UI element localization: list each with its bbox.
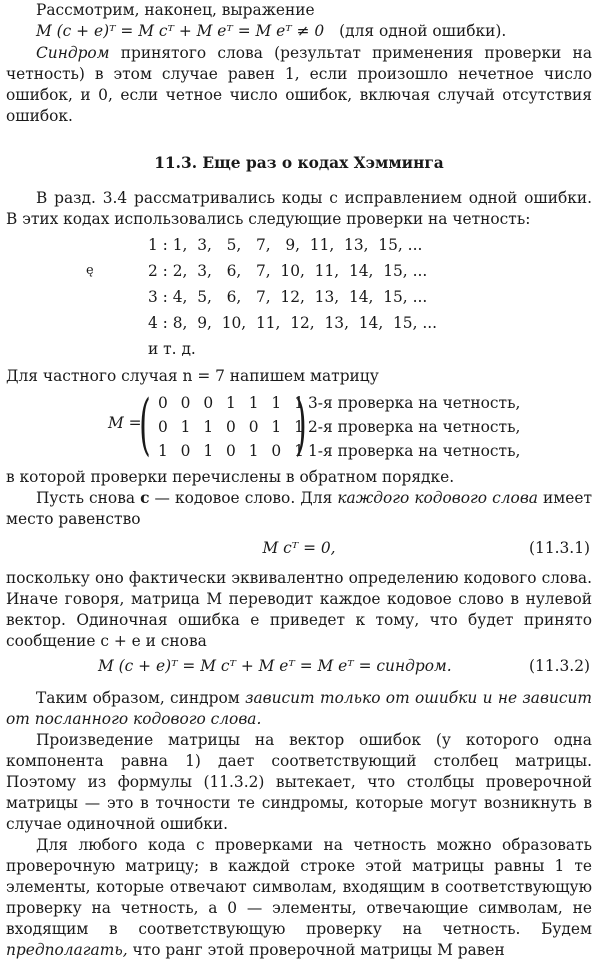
matrix-row: 0 0 0 1 1 1 1 [158,394,308,412]
check-row: 3 : 4, 5, 6, 7, 12, 13, 14, 15, ... [148,288,428,306]
product-paragraph: Произведение матрицы на вектор ошибок (у которого одна компонента равна 1) дает соответствующий столбец матрицы. Поэтому из формулы (11.3.2) вытекает, что столбцы проверочной матрицы — это в точности те синдромы, которые могут возникнуть в случае одиночной ошибки. [6,731,592,833]
syndrome-text: принятого слова (результат применения проверки на четность) в этом случае равен 1, если произошло нечетное число ошибок, и 0, если четное число ошибок, включая случай отсутствия ошибок. [6,44,592,125]
equation-number: (11.3.2) [529,657,590,675]
expression-note: (для одной ошибки). [339,22,507,40]
matrix-intro: Для частного случая n = 7 напишем матрицу [6,367,379,385]
book-page [6,0,592,961]
left-paren: ( [139,386,151,463]
intro-paragraph: В разд. 3.4 рассматривались коды с исправлением одной ошибки. В этих кодах использовались следующие проверки на четность: [6,189,592,228]
expression-row [6,21,592,43]
intro-line: Рассмотрим, наконец, выражение [36,1,315,19]
equation-expr: M cᵀ = 0, [262,539,336,557]
equation-number: (11.3.1) [529,539,590,557]
stray-mark: ę [86,263,94,278]
check-row: 1 : 1, 3, 5, 7, 9, 11, 13, 15, ... [148,236,423,254]
after-matrix-text: в которой проверки перечислены в обратном порядке. [6,468,455,486]
parity-checks-list [6,232,592,362]
matrix-label: M = [108,414,142,432]
check-matrix [6,386,592,463]
syndrome-conclusion: Таким образом, синдром зависит только от ошибки и не зависит от посланного кодового слова. [6,689,592,728]
equation-11-3-2 [6,656,592,680]
matrix-row-label: 1-я проверка на четность, [308,442,521,460]
check-etc: и т. д. [148,340,196,358]
matrix-row: 0 1 1 0 0 1 1 [158,418,308,436]
syndrome-term: Синдром [36,44,110,62]
codeword-paragraph: Пусть снова c — кодовое слово. Для каждого кодового слова имеет место равенство [6,489,592,528]
check-matrix-paragraph: Для любого кода с проверками на четность можно образовать проверочную матрицу; в каждой строке этой матрицы равны 1 те элементы, которые отвечают символам, входящим в соответствующую проверку на четность, а 0 — элементы, отвечающие символам, не входящим в соответствующую проверку на четность. Будем предполагать, что ранг этой проверочной матрицы M равен [6,836,592,959]
equation-expr: M (c + e)ᵀ = M cᵀ + M eᵀ = M eᵀ = синдром. [98,657,452,675]
equivalence-paragraph: поскольку оно фактически эквивалентно определению кодового слова. Иначе говоря, матрица M переводит каждое кодовое слово в нулевой вектор. Одиночная ошибка e приведет к тому, что будет принято сообщение c + e и снова [6,569,592,650]
syndrome-paragraph [6,43,592,127]
right-paren: ) [295,386,307,463]
check-row: 2 : 2, 3, 6, 7, 10, 11, 14, 15, ... [148,262,428,280]
equation-11-3-1 [6,538,592,562]
matrix-row-label: 3-я проверка на четность, [308,394,521,412]
section-title: 11.3. Еще раз о кодах Хэмминга [154,154,444,172]
check-row: 4 : 8, 9, 10, 11, 12, 13, 14, 15, ... [148,314,438,332]
matrix-row: 1 0 1 0 1 0 1 [158,442,308,460]
expression: M (c + e)ᵀ = M cᵀ + M eᵀ = M eᵀ ≠ 0 [36,22,325,40]
matrix-row-label: 2-я проверка на четность, [308,418,521,436]
